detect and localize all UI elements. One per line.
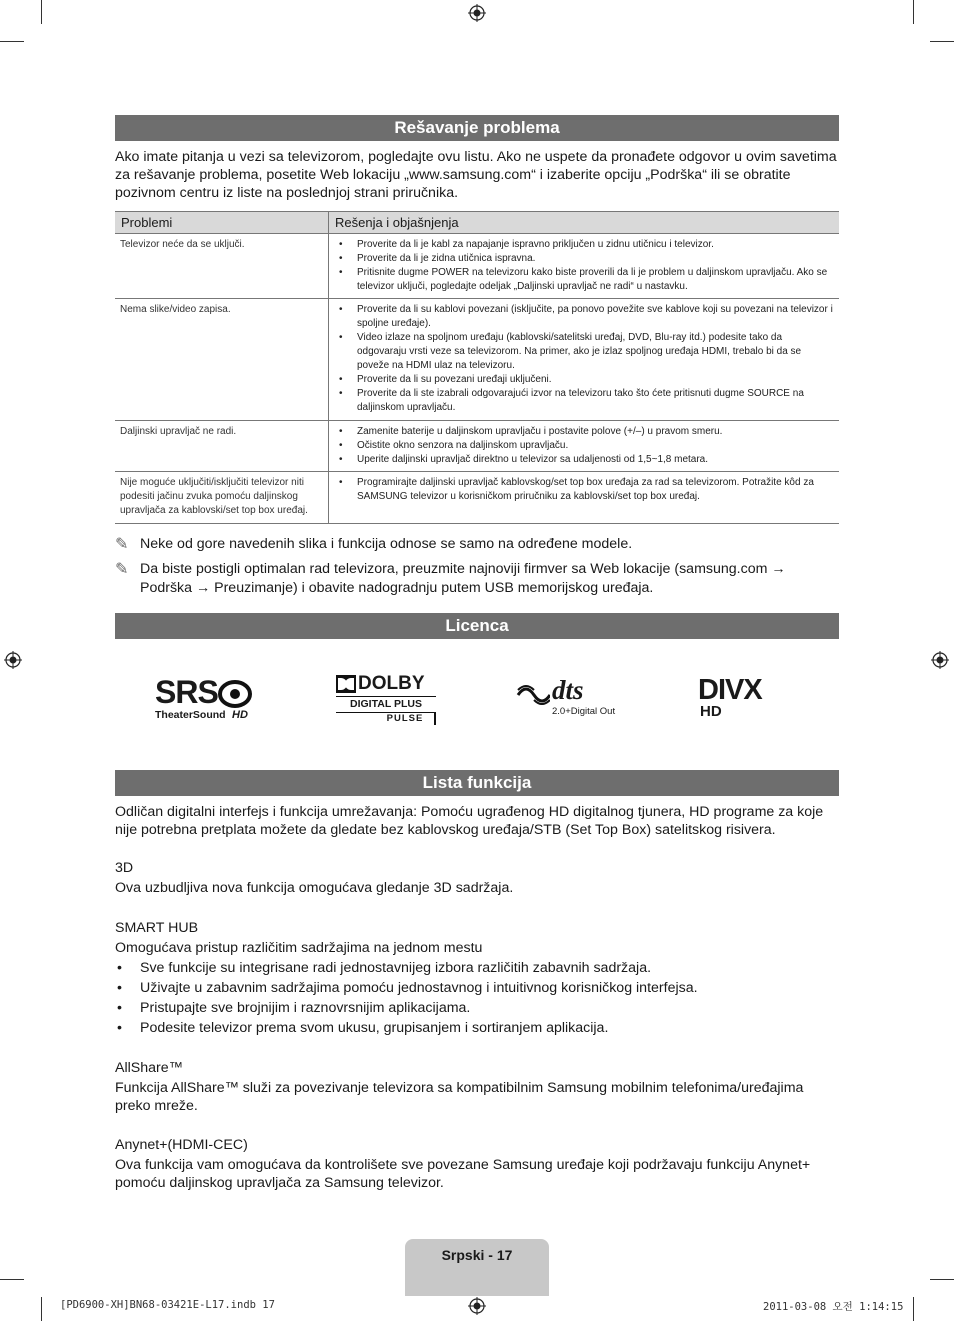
crop-mark: [930, 1279, 954, 1280]
problem-cell: Daljinski upravljač ne radi.: [115, 421, 329, 472]
dolby-logo: [336, 675, 438, 727]
solution-item: • Proverite da li su kablovi povezani (isključite, pa ponovo povežite sve kablove koji su povezani na televizor i spoljne uređaje).: [334, 303, 833, 331]
solution-cell: [329, 472, 840, 524]
feature-title: SMART HUB: [115, 920, 199, 936]
dts-logo: [516, 675, 620, 720]
solution-cell: [329, 421, 840, 472]
table-row: [115, 421, 839, 472]
list-item: • Sve funkcije su integrisane radi jednostavnijeg izbora različitih zabavnih sadržaja.: [115, 958, 839, 978]
problem-cell: Nije moguće uključiti/isključiti televizor niti podesiti jačinu zvuka pomoću daljinskog upravljača za kablovski/set top box uređaj.: [115, 472, 329, 524]
registration-mark-icon: [931, 651, 949, 669]
solution-cell: [329, 234, 840, 299]
feature-title: Anynet+(HDMI-CEC): [115, 1137, 248, 1153]
note: [115, 560, 839, 598]
srs-circle-icon: [218, 680, 252, 708]
list-item: • Podesite televizor prema svom ukusu, grupisanjem i sortiranjem aplikacija.: [115, 1018, 839, 1038]
divx-logo: [698, 674, 796, 722]
problem-cell: Televizor neće da se uključi.: [115, 234, 329, 299]
list-item: • Pristupajte sve brojnijim i raznovrsnijim aplikacijama.: [115, 998, 839, 1018]
crop-mark: [41, 1297, 42, 1321]
crop-mark: [913, 0, 914, 24]
section-header-feature-list: Lista funkcija: [115, 770, 839, 796]
dts-sub-text: 2.0+Digital Out: [552, 706, 616, 717]
registration-mark-icon: [468, 4, 486, 22]
solution-item: • Programirajte daljinski upravljač kablovskog/set top box uređaja za rad sa televizorom. Potražite kôd za SAMSUNG televizor u korisničkom priručniku za kablovski/set top box uređaj.: [334, 476, 833, 504]
feature-text: Omogućava pristup različitim sadržajima na jednom mestu: [115, 940, 483, 956]
print-timestamp: 2011-03-08 오전 1:14:15: [763, 1301, 904, 1313]
solution-item: • Video izlaze na spoljnom uređaju (kablovski/satelitski uređaj, DVD, Blu-ray itd.) podesite tako da odgovaraju vrsti veze sa televizorom. Na primer, ako je izlaz spoljnog uređaja HDMI, trebalo bi da se poveže na HDMI ulaz na televizoru.: [334, 331, 833, 373]
feature-text: Funkcija AllShare™ služi za povezivanje televizora sa kompatibilnim Samsung mobilnim telefonima/uređajima preko mreže.: [115, 1080, 804, 1114]
page-number-tab: Srpski - 17: [405, 1239, 549, 1296]
column-header-problems: Problemi: [115, 212, 329, 234]
feature-text: Ova uzbudljiva nova funkcija omogućava gledanje 3D sadržaja.: [115, 880, 514, 896]
section-header-troubleshooting: Rešavanje problema: [115, 115, 839, 141]
list-item: • Uživajte u zabavnim sadržajima pomoću jednostavnog i intuitivnog korisničkog interfejsa.: [115, 978, 839, 998]
solution-cell: [329, 299, 840, 421]
crop-mark: [0, 41, 24, 42]
solution-item: • Proverite da li je kabl za napajanje ispravno priključen u zidnu utičnicu i televizor.: [334, 238, 833, 252]
solution-item: • Očistite okno senzora na daljinskom upravljaču.: [334, 439, 833, 453]
divx-hd-text: HD: [700, 703, 722, 720]
table-row: [115, 472, 839, 524]
dolby-double-d-icon: [336, 675, 356, 693]
dolby-text: DOLBY: [358, 673, 425, 694]
troubleshooting-table: [115, 211, 839, 524]
srs-sub-text: TheaterSound: [155, 709, 226, 721]
srs-hd-text: HD: [232, 709, 248, 721]
table-row: [115, 299, 839, 421]
crop-mark: [41, 0, 42, 24]
column-header-solutions: Rešenja i objašnjenja: [329, 212, 840, 234]
dts-wave-icon: [516, 684, 550, 706]
registration-mark-icon: [468, 1297, 486, 1315]
table-row: [115, 234, 839, 299]
feature-list-intro: Odličan digitalni interfejs i funkcija umrežavanja: Pomoću ugrađenog HD digitalnog tjunera, HD programe za koje nije potrebna pretplata možete da gledate bez kablovskog uređaja/STB (Set Top Box) satelitskog risivera.: [115, 804, 824, 838]
section-header-license: Licenca: [115, 613, 839, 639]
solution-item: • Proverite da li ste izabrali odgovarajući izvor na televizoru tako što ćete pritisnuti dugme SOURCE na daljinskom upravljaču.: [334, 387, 833, 415]
registration-mark-icon: [4, 651, 22, 669]
dolby-pulse-text: PULSE: [376, 713, 436, 725]
note: [115, 535, 839, 554]
solution-item: • Zamenite baterije u daljinskom upravljaču i postavite polove (+/–) u pravom smeru.: [334, 425, 833, 439]
dolby-digital-plus-text: DIGITAL PLUS: [336, 696, 436, 713]
solution-item: • Proverite da li su povezani uređaji uključeni.: [334, 373, 833, 387]
solution-item: • Uperite daljinski upravljač direktno u televizor sa udaljenosti od 1,5~1,8 metara.: [334, 453, 833, 467]
dts-text: dts: [552, 675, 584, 705]
crop-mark: [930, 41, 954, 42]
srs-logo: [155, 674, 260, 724]
divx-text: DIVX: [698, 674, 762, 706]
table-header-row: [115, 212, 839, 234]
note-text: Neke od gore navedenih slika i funkcija odnose se samo na određene modele.: [140, 536, 633, 552]
troubleshooting-intro: Ako imate pitanja u vezi sa televizorom, pogledajte ovu listu. Ako ne uspete da pronađete odgovor u ovim savetima za rešavanje problema, posetite Web lokaciju „www.samsung.com“ i izaberite opciju „Podrška“ ili se obratite pozivnom centru iz liste na poslednjoj strani priručnika.: [115, 149, 837, 201]
feature-text: Ova funkcija vam omogućava da kontrolišete sve povezane Samsung uređaje koji podržavaju funkciju Anynet+ pomoću daljinskog upravljača za Samsung televizor.: [115, 1157, 811, 1191]
solution-item: • Pritisnite dugme POWER na televizoru kako biste proverili da li je problem u daljinskom upravljaču. Ako se televizor uključi, pogledajte odeljak „Daljinski upravljač ne radi“ u nastavku.: [334, 266, 833, 294]
note-text: Da biste postigli optimalan rad televizora, preuzmite najnoviji firmver sa Web lokacije (samsung.com → Podrška → Preuzimanje) i obavite nadogradnju putem USB memorijskog uređaja.: [140, 561, 786, 596]
problem-cell: Nema slike/video zapisa.: [115, 299, 329, 421]
crop-mark: [0, 1279, 24, 1280]
solution-item: • Proverite da li je zidna utičnica ispravna.: [334, 252, 833, 266]
feature-title: AllShare™: [115, 1060, 183, 1076]
feature-bullet-list: [115, 958, 839, 1038]
file-info: [PD6900-XH]BN68-03421E-L17.indb 17: [60, 1299, 275, 1311]
crop-mark: [913, 1297, 914, 1321]
srs-logo-text: SRS: [155, 674, 218, 710]
feature-title: 3D: [115, 860, 134, 876]
pencil-note-icon: ✎: [115, 536, 129, 553]
pencil-note-icon: ✎: [115, 561, 129, 578]
